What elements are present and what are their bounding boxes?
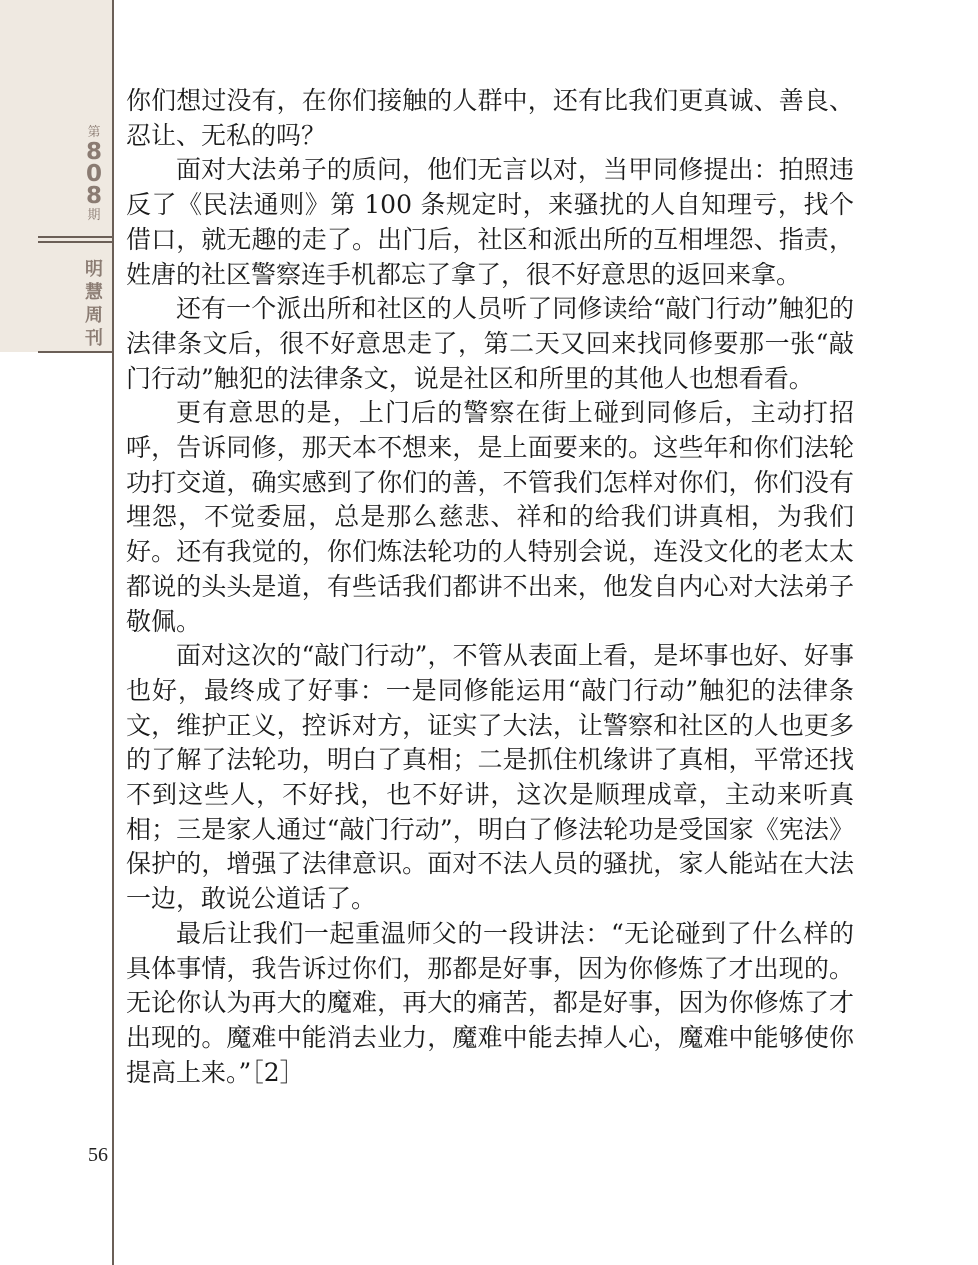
margin-rule [112,0,114,1265]
issue-digit: 8 [85,183,102,209]
paragraph: 面对大法弟子的质问，他们无言以对，当甲同修提出：拍照违反了《民法通则》第 100 条规定时，来骚扰的人自知理亏，找个借口，就无趣的走了。出门后，社区和派出所的互相埋怨、指责，姓唐的社区警察连手机都忘了拿了，很不好意思的返回来拿。 [126,155,854,289]
paragraph: 你们想过没有，在你们接触的人群中，还有比我们更真诚、善良、忍让、无私的吗？ [126,86,854,150]
paragraph: 更有意思的是，上门后的警察在街上碰到同修后，主动打招呼，告诉同修，那天本不想来，是上面要来的。这些年和你们法轮功打交道，确实感到了你们的善，不管我们怎样对你们，你们没有埋怨，不觉委屈，总是那么慈悲、祥和的给我们讲真相，为我们好。还有我觉的，你们炼法轮功的人特别会说，连没文化的老太太都说的头头是道，有些话我们都讲不出来，他发自内心对大法弟子敬佩。 [126,398,854,636]
sidebar-divider [38,236,114,238]
issue-number [76,124,112,224]
paragraph: 最后让我们一起重温师父的一段讲法：“无论碰到了什么样的具体事情，我告诉过你们，那都是好事，因为你修炼了才出现的。无论你认为再大的魔难，再大的痛苦，都是好事，因为你修炼了才出现的。魔难中能消去业力，魔难中能去掉人心，魔难中能够使你提高上来。”［2］ [126,918,854,1087]
issue-suffix: 期 [87,208,101,223]
sidebar-bottom-rule [38,351,114,353]
issue-digit: 0 [85,161,102,187]
page-number: 56 [88,1144,108,1166]
publication-char: 周 [85,305,103,326]
publication-char: 慧 [85,282,103,303]
issue-digit: 8 [85,139,102,165]
publication-name [76,258,112,350]
sidebar-divider [38,241,114,243]
publication-char: 刊 [85,328,103,349]
paragraph: 面对这次的“敲门行动”，不管从表面上看，是坏事也好、好事也好，最终成了好事：一是同修能运用“敲门行动”触犯的法律条文，维护正义，控诉对方，证实了大法，让警察和社区的人也更多的了解了法轮功，明白了真相；二是抓住机缘讲了真相，平常还找不到这些人，不好找，也不好讲，这次是顺理成章，主动来听真相；三是家人通过“敲门行动”，明白了修法轮功是受国家《宪法》保护的，增强了法律意识。面对不法人员的骚扰，家人能站在大法一边，敢说公道话了。 [126,641,854,914]
paragraph: 还有一个派出所和社区的人员听了同修读给“敲门行动”触犯的法律条文后，很不好意思走了，第二天又回来找同修要那一张“敲门行动”触犯的法律条文，说是社区和所里的其他人也想看看。 [126,294,854,393]
publication-char: 明 [85,259,103,280]
issue-prefix: 第 [87,125,101,140]
article-body [126,84,854,1090]
